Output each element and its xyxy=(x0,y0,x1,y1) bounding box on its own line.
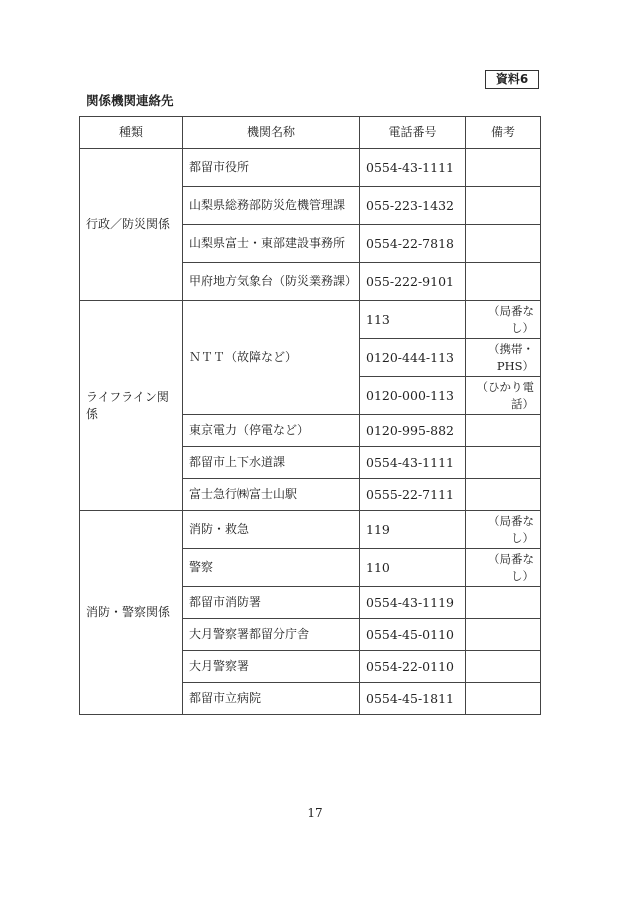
organization-cell: 消防・救急 xyxy=(183,511,360,549)
phone-cell: 119 xyxy=(360,511,466,549)
table-row xyxy=(80,301,541,339)
phone-cell: 0554-45-1811 xyxy=(360,683,466,715)
phone-cell: 055-223-1432 xyxy=(360,187,466,225)
phone-cell: 0554-43-1119 xyxy=(360,587,466,619)
organization-cell: 都留市消防署 xyxy=(183,587,360,619)
remarks-cell xyxy=(466,587,541,619)
organization-cell: ＮＴＴ（故障など） xyxy=(183,301,360,415)
phone-cell: 0554-22-7818 xyxy=(360,225,466,263)
remarks-cell xyxy=(466,415,541,447)
category-cell: 行政／防災関係 xyxy=(80,149,183,301)
column-header-type: 種類 xyxy=(80,117,183,149)
remarks-cell: （局番なし） xyxy=(466,301,541,339)
table-row xyxy=(80,149,541,187)
phone-cell: 113 xyxy=(360,301,466,339)
remarks-cell: （携帯・PHS） xyxy=(466,339,541,377)
table-header-row xyxy=(80,117,541,149)
column-header-organization: 機関名称 xyxy=(183,117,360,149)
remarks-cell xyxy=(466,651,541,683)
contacts-table xyxy=(79,116,541,715)
remarks-cell xyxy=(466,619,541,651)
organization-cell: 東京電力（停電など） xyxy=(183,415,360,447)
phone-cell: 0120-995-882 xyxy=(360,415,466,447)
remarks-cell: （ひかり電話） xyxy=(466,377,541,415)
remarks-cell xyxy=(466,187,541,225)
organization-cell: 富士急行㈱富士山駅 xyxy=(183,479,360,511)
phone-cell: 0554-43-1111 xyxy=(360,447,466,479)
phone-cell: 0554-43-1111 xyxy=(360,149,466,187)
organization-cell: 都留市役所 xyxy=(183,149,360,187)
phone-cell: 0554-45-0110 xyxy=(360,619,466,651)
remarks-cell xyxy=(466,263,541,301)
remarks-cell xyxy=(466,225,541,263)
column-header-remarks: 備考 xyxy=(466,117,541,149)
remarks-cell: （局番なし） xyxy=(466,549,541,587)
phone-cell: 110 xyxy=(360,549,466,587)
remarks-cell xyxy=(466,149,541,187)
category-cell: ライフライン関係 xyxy=(80,301,183,511)
phone-cell: 0120-444-113 xyxy=(360,339,466,377)
organization-cell: 山梨県富士・東部建設事務所 xyxy=(183,225,360,263)
column-header-phone: 電話番号 xyxy=(360,117,466,149)
page-number: 17 xyxy=(307,806,323,820)
remarks-cell xyxy=(466,479,541,511)
phone-cell: 055-222-9101 xyxy=(360,263,466,301)
phone-cell: 0120-000-113 xyxy=(360,377,466,415)
remarks-cell: （局番なし） xyxy=(466,511,541,549)
category-cell: 消防・警察関係 xyxy=(80,511,183,715)
page-title: 関係機関連絡先 xyxy=(86,93,174,108)
organization-cell: 警察 xyxy=(183,549,360,587)
table-row xyxy=(80,511,541,549)
organization-cell: 都留市上下水道課 xyxy=(183,447,360,479)
remarks-cell xyxy=(466,447,541,479)
organization-cell: 都留市立病院 xyxy=(183,683,360,715)
phone-cell: 0555-22-7111 xyxy=(360,479,466,511)
reference-label: 資料6 xyxy=(485,70,539,89)
phone-cell: 0554-22-0110 xyxy=(360,651,466,683)
remarks-cell xyxy=(466,683,541,715)
organization-cell: 大月警察署 xyxy=(183,651,360,683)
organization-cell: 甲府地方気象台（防災業務課） xyxy=(183,263,360,301)
organization-cell: 大月警察署都留分庁舎 xyxy=(183,619,360,651)
organization-cell: 山梨県総務部防災危機管理課 xyxy=(183,187,360,225)
